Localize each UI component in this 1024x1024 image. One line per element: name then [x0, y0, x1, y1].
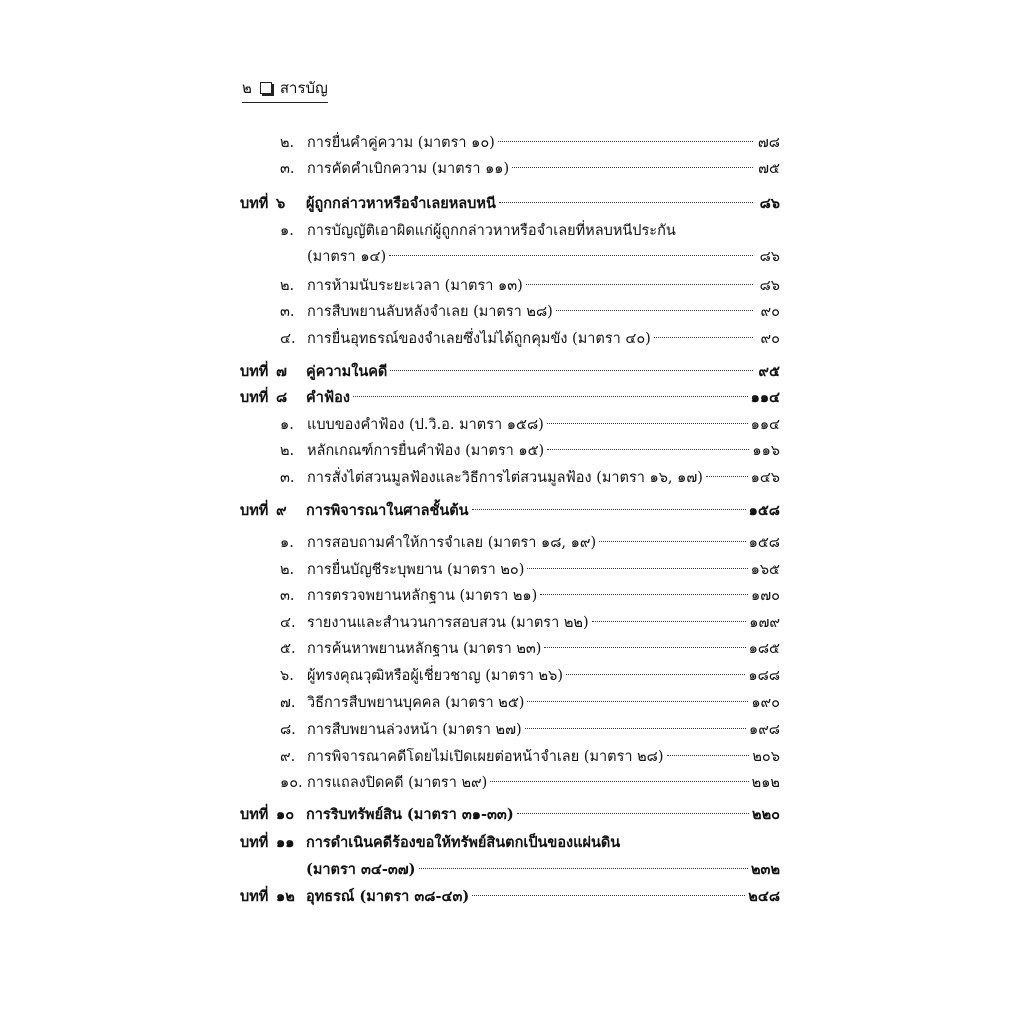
chapter-prefix: บทที่ — [240, 195, 269, 212]
item-number: ๑. — [280, 417, 294, 433]
toc-item-row — [240, 273, 780, 299]
chapter-prefix: บทที่ — [240, 888, 269, 905]
toc-item-row — [240, 299, 780, 325]
dot-leader — [526, 284, 753, 285]
toc-chapter-row — [240, 359, 780, 385]
entry-title: การยื่นอุทธรณ์ของจำเลยซึ่งไม่ได้ถูกคุมขัง (มาตรา ๔๐) — [307, 331, 651, 347]
entry-page-number: ๒๒๐ — [752, 806, 780, 823]
item-number: ๘. — [280, 722, 296, 738]
entry-title: (มาตรา ๑๔) — [307, 249, 387, 265]
dot-leader — [547, 449, 749, 450]
item-number: ๒. — [280, 278, 295, 294]
section-title: สารบัญ — [279, 79, 328, 97]
dot-leader — [556, 310, 753, 311]
toc-item-row — [240, 583, 780, 609]
dot-leader — [498, 141, 753, 142]
chapter-number: ๑๒ — [276, 888, 295, 905]
toc-chapter-row — [240, 857, 780, 883]
entry-title: การพิจารณาในศาลชั้นต้น — [306, 502, 469, 519]
toc-chapter-row — [240, 830, 780, 856]
toc-item-row — [240, 636, 780, 662]
page-number: ๒ — [242, 79, 252, 97]
entry-title: หลักเกณฑ์การยื่นคำฟ้อง (มาตรา ๑๕) — [307, 443, 545, 459]
entry-title: การสอบถามคำให้การจำเลย (มาตรา ๑๘, ๑๙) — [307, 535, 597, 551]
dot-leader — [512, 167, 753, 168]
dot-leader — [599, 541, 745, 542]
toc-item-row — [240, 610, 780, 636]
entry-page-number: ๑๖๕ — [750, 562, 780, 578]
entry-page-number: ๑๑๖ — [752, 443, 780, 459]
toc-item-row — [240, 690, 780, 716]
toc-chapter-row — [240, 802, 780, 828]
chapter-number: ๘ — [276, 389, 288, 406]
item-number: ๖. — [280, 668, 294, 684]
item-number: ๙. — [280, 749, 296, 765]
entry-page-number: ๗๕ — [758, 161, 780, 177]
dot-leader — [490, 781, 748, 782]
dot-leader — [527, 568, 747, 569]
entry-page-number: ๒๐๖ — [752, 749, 780, 765]
entry-page-number: ๑๙๐ — [751, 695, 780, 711]
entry-title: การค้นหาพยานหลักฐาน (มาตรา ๒๓) — [307, 641, 542, 657]
entry-page-number: ๘๖ — [759, 249, 780, 265]
toc-item-row — [240, 218, 780, 244]
toc-chapter-row — [240, 884, 780, 910]
item-number: ๗. — [280, 695, 296, 711]
toc-chapter-row — [240, 385, 780, 411]
toc-chapter-row — [240, 498, 780, 524]
entry-page-number: ๑๘๘ — [748, 668, 780, 684]
entry-title: (มาตรา ๓๔-๓๗) — [306, 861, 416, 878]
entry-page-number: ๒๑๒ — [751, 775, 780, 791]
entry-page-number: ๑๕๘ — [748, 535, 780, 551]
entry-page-number: ๘๖ — [759, 278, 780, 294]
entry-page-number: ๘๖ — [759, 195, 780, 212]
entry-title: การบัญญัติเอาผิดแก่ผู้ถูกกล่าวหาหรือจำเลยที่หลบหนีประกัน — [307, 223, 676, 239]
chapter-number: ๖ — [276, 195, 286, 212]
entry-title: การยื่นบัญชีระบุพยาน (มาตรา ๒๐) — [307, 562, 525, 578]
dot-leader — [517, 813, 749, 814]
item-number: ๓. — [280, 588, 295, 604]
toc-item-row — [240, 130, 780, 156]
entry-title: การดำเนินคดีร้องขอให้ทรัพย์สินตกเป็นของแผ่นดิน — [306, 834, 621, 851]
entry-page-number: ๑๕๘ — [748, 502, 780, 519]
dot-leader — [472, 895, 745, 896]
dot-leader — [527, 701, 748, 702]
entry-title: แบบของคำฟ้อง (ป.วิ.อ. มาตรา ๑๕๘) — [307, 417, 544, 433]
chapter-prefix: บทที่ — [240, 389, 269, 406]
entry-page-number: ๙๐ — [760, 331, 780, 347]
toc-item-row — [240, 557, 780, 583]
entry-page-number: ๒๓๒ — [750, 861, 780, 878]
chapter-number: ๙ — [276, 502, 287, 519]
dot-leader — [547, 423, 748, 424]
item-number: ๑. — [280, 535, 294, 551]
item-number: ๓. — [280, 304, 295, 320]
entry-title: การคัดคำเบิกความ (มาตรา ๑๑) — [307, 161, 510, 177]
dot-leader — [592, 621, 747, 622]
dot-leader — [706, 476, 748, 477]
dot-leader — [419, 868, 748, 869]
entry-page-number: ๑๔๖ — [750, 470, 780, 486]
entry-title: คำฟ้อง — [306, 389, 350, 406]
toc-item-row — [240, 530, 780, 556]
entry-page-number: ๑๘๕ — [748, 641, 780, 657]
entry-title: การยื่นคำคู่ความ (มาตรา ๑๐) — [307, 135, 495, 151]
entry-page-number: ๑๑๔ — [750, 417, 780, 433]
toc-item-row — [240, 770, 780, 796]
dot-leader — [544, 647, 745, 648]
item-number: ๕. — [280, 641, 296, 657]
chapter-number: ๑๐ — [276, 806, 295, 823]
chapter-number: ๗ — [276, 363, 287, 380]
item-number: ๒. — [280, 135, 295, 151]
item-number: ๔. — [280, 615, 296, 631]
entry-page-number: ๗๘ — [757, 135, 780, 151]
entry-title: คู่ความในคดี — [306, 363, 388, 380]
entry-page-number: ๒๔๘ — [748, 888, 780, 905]
entry-title: ผู้ถูกกล่าวหาหรือจำเลยหลบหนี — [306, 195, 496, 212]
item-number: ๑. — [280, 223, 294, 239]
dot-leader — [654, 337, 753, 338]
running-header — [242, 76, 328, 103]
dot-leader — [525, 728, 746, 729]
toc-item-row — [240, 438, 780, 464]
entry-page-number: ๑๙๘ — [748, 722, 780, 738]
entry-title: การแถลงปิดคดี (มาตรา ๒๙) — [307, 775, 488, 791]
entry-title: การริบทรัพย์สิน (มาตรา ๓๑-๓๓) — [306, 806, 514, 823]
dot-leader — [353, 396, 748, 397]
dot-leader — [390, 370, 753, 371]
dot-leader — [540, 594, 748, 595]
dot-leader — [389, 255, 753, 256]
entry-title: อุทธรณ์ (มาตรา ๓๘-๔๓) — [306, 888, 470, 905]
toc-item-row — [240, 465, 780, 491]
toc-item-row — [240, 156, 780, 182]
entry-title: การสืบพยานลับหลังจำเลย (มาตรา ๒๘) — [307, 304, 553, 320]
item-number: ๒. — [280, 443, 295, 459]
entry-page-number: ๙๕ — [758, 363, 780, 380]
entry-page-number: ๑๗๐ — [751, 588, 780, 604]
item-number: ๓. — [280, 161, 295, 177]
entry-title: การพิจารณาคดีโดยไม่เปิดเผยต่อหน้าจำเลย (มาตรา ๒๘) — [307, 749, 664, 765]
chapter-prefix: บทที่ — [240, 502, 269, 519]
dot-leader — [499, 202, 753, 203]
toc-item-row — [240, 663, 780, 689]
item-number: ๑๐. — [280, 775, 303, 791]
dot-leader — [566, 674, 745, 675]
entry-page-number: ๑๑๔ — [750, 389, 780, 406]
entry-title: การสืบพยานล่วงหน้า (มาตรา ๒๗) — [307, 722, 522, 738]
entry-title: การสั่งไต่สวนมูลฟ้องและวิธีการไต่สวนมูลฟ้อง (มาตรา ๑๖, ๑๗) — [307, 470, 703, 486]
dot-leader — [472, 509, 746, 510]
entry-title: ผู้ทรงคุณวุฒิหรือผู้เชี่ยวชาญ (มาตรา ๒๖) — [307, 668, 563, 684]
item-number: ๓. — [280, 470, 295, 486]
entry-page-number: ๙๐ — [760, 304, 780, 320]
item-number: ๔. — [280, 331, 296, 347]
chapter-number: ๑๑ — [276, 834, 295, 851]
toc-item-row — [240, 412, 780, 438]
chapter-prefix: บทที่ — [240, 834, 269, 851]
toc-item-row — [240, 717, 780, 743]
entry-title: การห้ามนับระยะเวลา (มาตรา ๑๓) — [307, 278, 523, 294]
entry-title: รายงานและสำนวนการสอบสวน (มาตรา ๒๒) — [307, 615, 589, 631]
chapter-prefix: บทที่ — [240, 806, 269, 823]
toc-item-row — [240, 244, 780, 270]
item-number: ๒. — [280, 562, 295, 578]
entry-title: การตรวจพยานหลักฐาน (มาตรา ๒๑) — [307, 588, 538, 604]
box-bullet-icon — [260, 82, 272, 94]
chapter-prefix: บทที่ — [240, 363, 269, 380]
toc-chapter-row — [240, 191, 780, 217]
entry-title: วิธีการสืบพยานบุคคล (มาตรา ๒๕) — [307, 695, 525, 711]
entry-page-number: ๑๗๙ — [749, 615, 780, 631]
dot-leader — [667, 755, 750, 756]
toc-item-row — [240, 744, 780, 770]
toc-item-row — [240, 326, 780, 352]
